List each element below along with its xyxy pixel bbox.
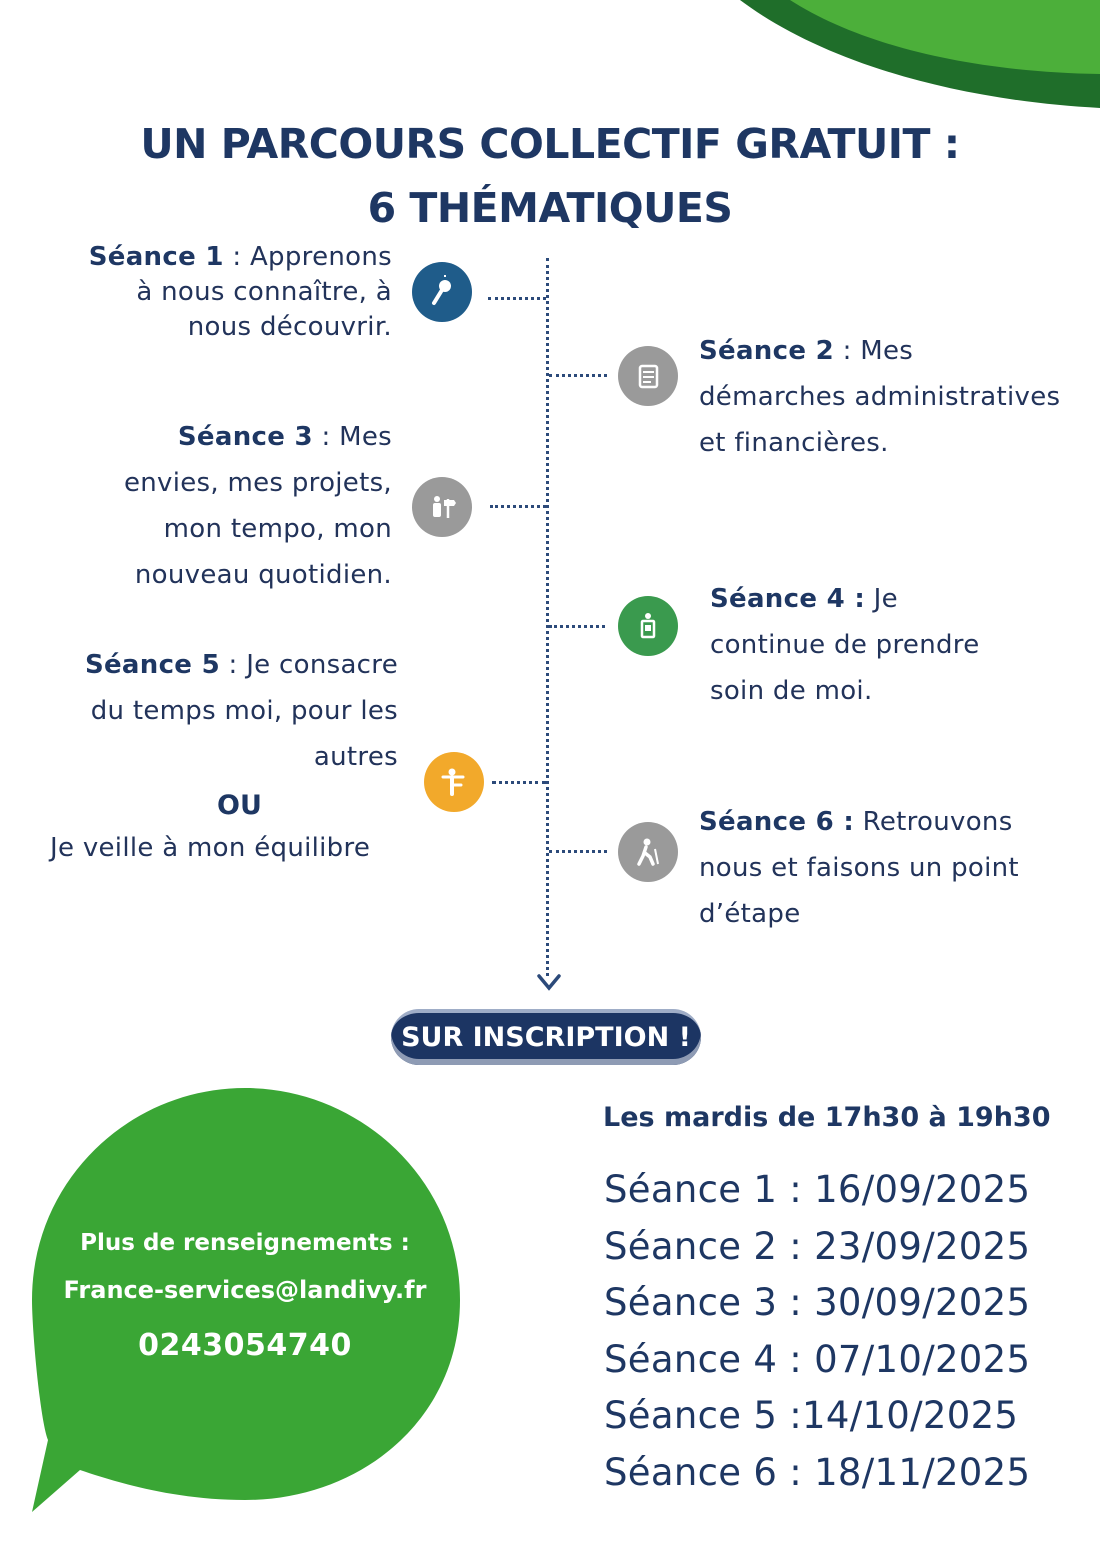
contact-email-link[interactable]: France-services@landivy.fr — [63, 1276, 427, 1304]
session-2-line: Mes — [860, 336, 914, 366]
session-6-line: d’étape — [699, 899, 801, 929]
timeline-arrow-icon — [536, 972, 562, 994]
session-6-sep — [854, 807, 863, 837]
schedule-item: Séance 2 : 23/09/2025 — [604, 1224, 1031, 1268]
contact-heading: Plus de renseignements : — [80, 1230, 410, 1256]
schedule-item: Séance 3 : 30/09/2025 — [604, 1281, 1031, 1324]
hiker-icon — [618, 822, 678, 882]
session-2 — [699, 328, 1060, 466]
schedule-list — [604, 1162, 1030, 1501]
session-4-line: soin de moi. — [710, 676, 873, 706]
session-1-label: Séance 1 — [88, 242, 224, 272]
session-5-line: Je consacre — [246, 650, 398, 680]
connector-1 — [488, 297, 546, 300]
session-6-label: Séance 6 : — [699, 807, 855, 837]
session-4 — [710, 576, 980, 714]
connector-6 — [549, 850, 607, 853]
session-2-line: et financières. — [699, 428, 889, 458]
session-5-line: autres — [313, 742, 398, 772]
session-6 — [699, 799, 1019, 937]
session-3-line: envies, mes projets, — [123, 468, 392, 498]
session-5-line: du temps moi, pour les — [90, 696, 398, 726]
schedule-item: Séance 5 :14/10/2025 — [604, 1394, 1019, 1437]
session-5-alt-line: Je veille à mon équilibre — [50, 833, 371, 863]
session-4-line: Je — [873, 584, 898, 614]
title-line-1: UN PARCOURS COLLECTIF GRATUIT : — [140, 120, 960, 168]
contact-phone[interactable]: 0243054740 — [138, 1328, 352, 1363]
title-line-2: 6 THÉMATIQUES — [367, 184, 733, 232]
session-3-line: mon tempo, mon — [163, 514, 392, 544]
session-1-sep: : — [223, 242, 250, 272]
session-1-line: à nous connaître, à — [136, 277, 392, 307]
session-3-line: nouveau quotidien. — [134, 560, 392, 590]
lighthouse-icon — [618, 596, 678, 656]
session-6-line: nous et faisons un point — [699, 853, 1019, 883]
session-3-label: Séance 3 — [177, 422, 313, 452]
session-2-line: démarches administratives — [699, 382, 1061, 412]
session-2-sep: : — [834, 336, 861, 366]
session-1-line: Apprenons — [249, 242, 392, 272]
schedule-item: Séance 1 : 16/09/2025 — [604, 1168, 1031, 1211]
session-2-label: Séance 2 — [699, 336, 835, 366]
session-4-label: Séance 4 : — [710, 584, 866, 614]
connector-4 — [549, 625, 605, 628]
session-6-line: Retrouvons — [862, 807, 1013, 837]
session-5-label: Séance 5 — [84, 650, 220, 680]
session-4-sep — [865, 584, 874, 614]
session-3-sep: : — [312, 422, 340, 452]
connector-5 — [492, 781, 546, 784]
session-3-line: Mes — [339, 422, 392, 452]
session-5-sep: : — [219, 650, 247, 680]
contact-bubble — [0, 0, 480, 1558]
schedule-item: Séance 4 : 07/10/2025 — [604, 1337, 1031, 1381]
document-icon — [618, 346, 678, 406]
timeline-line — [546, 258, 549, 976]
registration-badge: SUR INSCRIPTION ! — [391, 1009, 701, 1065]
schedule-item: Séance 6 : 18/11/2025 — [604, 1450, 1031, 1494]
session-5-or: OU — [217, 790, 262, 821]
connector-2 — [549, 374, 607, 377]
session-1-line: nous découvrir. — [187, 312, 392, 342]
schedule-heading: Les mardis de 17h30 à 19h30 — [603, 1102, 1051, 1133]
connector-3 — [490, 505, 546, 508]
session-4-line: continue de prendre — [710, 630, 980, 660]
